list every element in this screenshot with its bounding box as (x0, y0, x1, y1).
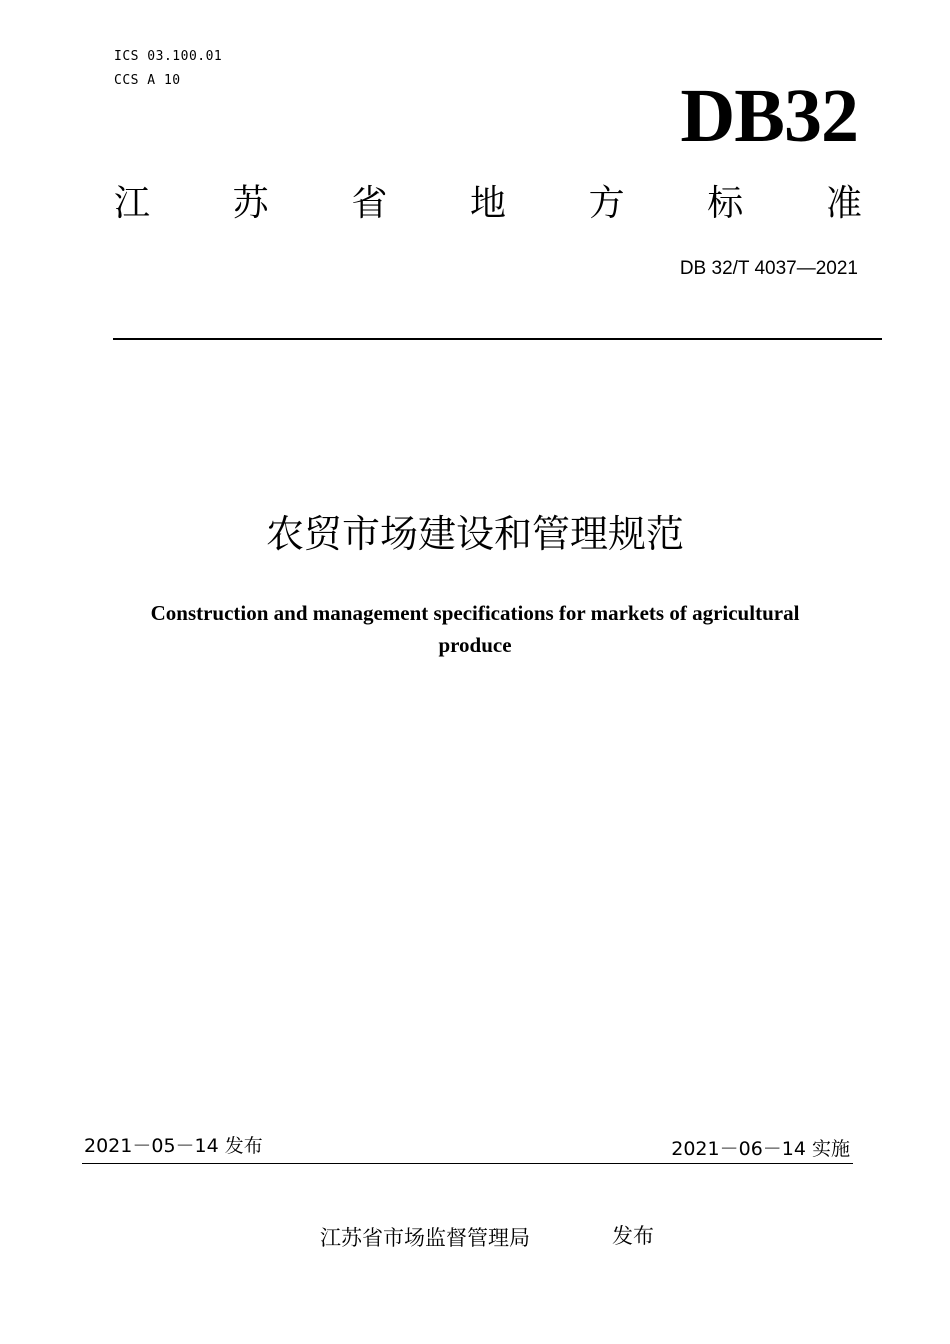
english-title-line: produce (438, 633, 512, 657)
issue-date: 2021－05－14 发布 (84, 1135, 263, 1157)
header-divider (113, 338, 882, 340)
publisher-name: 江苏省市场监督管理局 (320, 1226, 530, 1250)
implementation-date: 2021－06－14 实施 (671, 1138, 850, 1160)
standard-type-char: 地 (469, 183, 506, 224)
standard-type-heading (114, 183, 862, 224)
standard-type-char: 江 (114, 183, 151, 224)
standard-type-char: 苏 (232, 183, 269, 224)
standard-type-char: 省 (351, 183, 388, 224)
ccs-code: CCS A 10 (114, 73, 181, 88)
footer-divider (82, 1163, 853, 1164)
english-title-line: Construction and management specifications for markets of agricultural (150, 601, 800, 625)
english-title (100, 597, 850, 661)
standard-number: DB 32/T 4037—2021 (679, 258, 858, 279)
chinese-title: 农贸市场建设和管理规范 (265, 512, 684, 556)
standard-type-char: 标 (707, 183, 744, 224)
publish-label: 发布 (612, 1224, 654, 1248)
standard-type-char: 准 (825, 183, 862, 224)
standard-type-char: 方 (588, 183, 625, 224)
ics-code: ICS 03.100.01 (114, 49, 223, 64)
db-code-mark: DB32 (680, 74, 858, 158)
